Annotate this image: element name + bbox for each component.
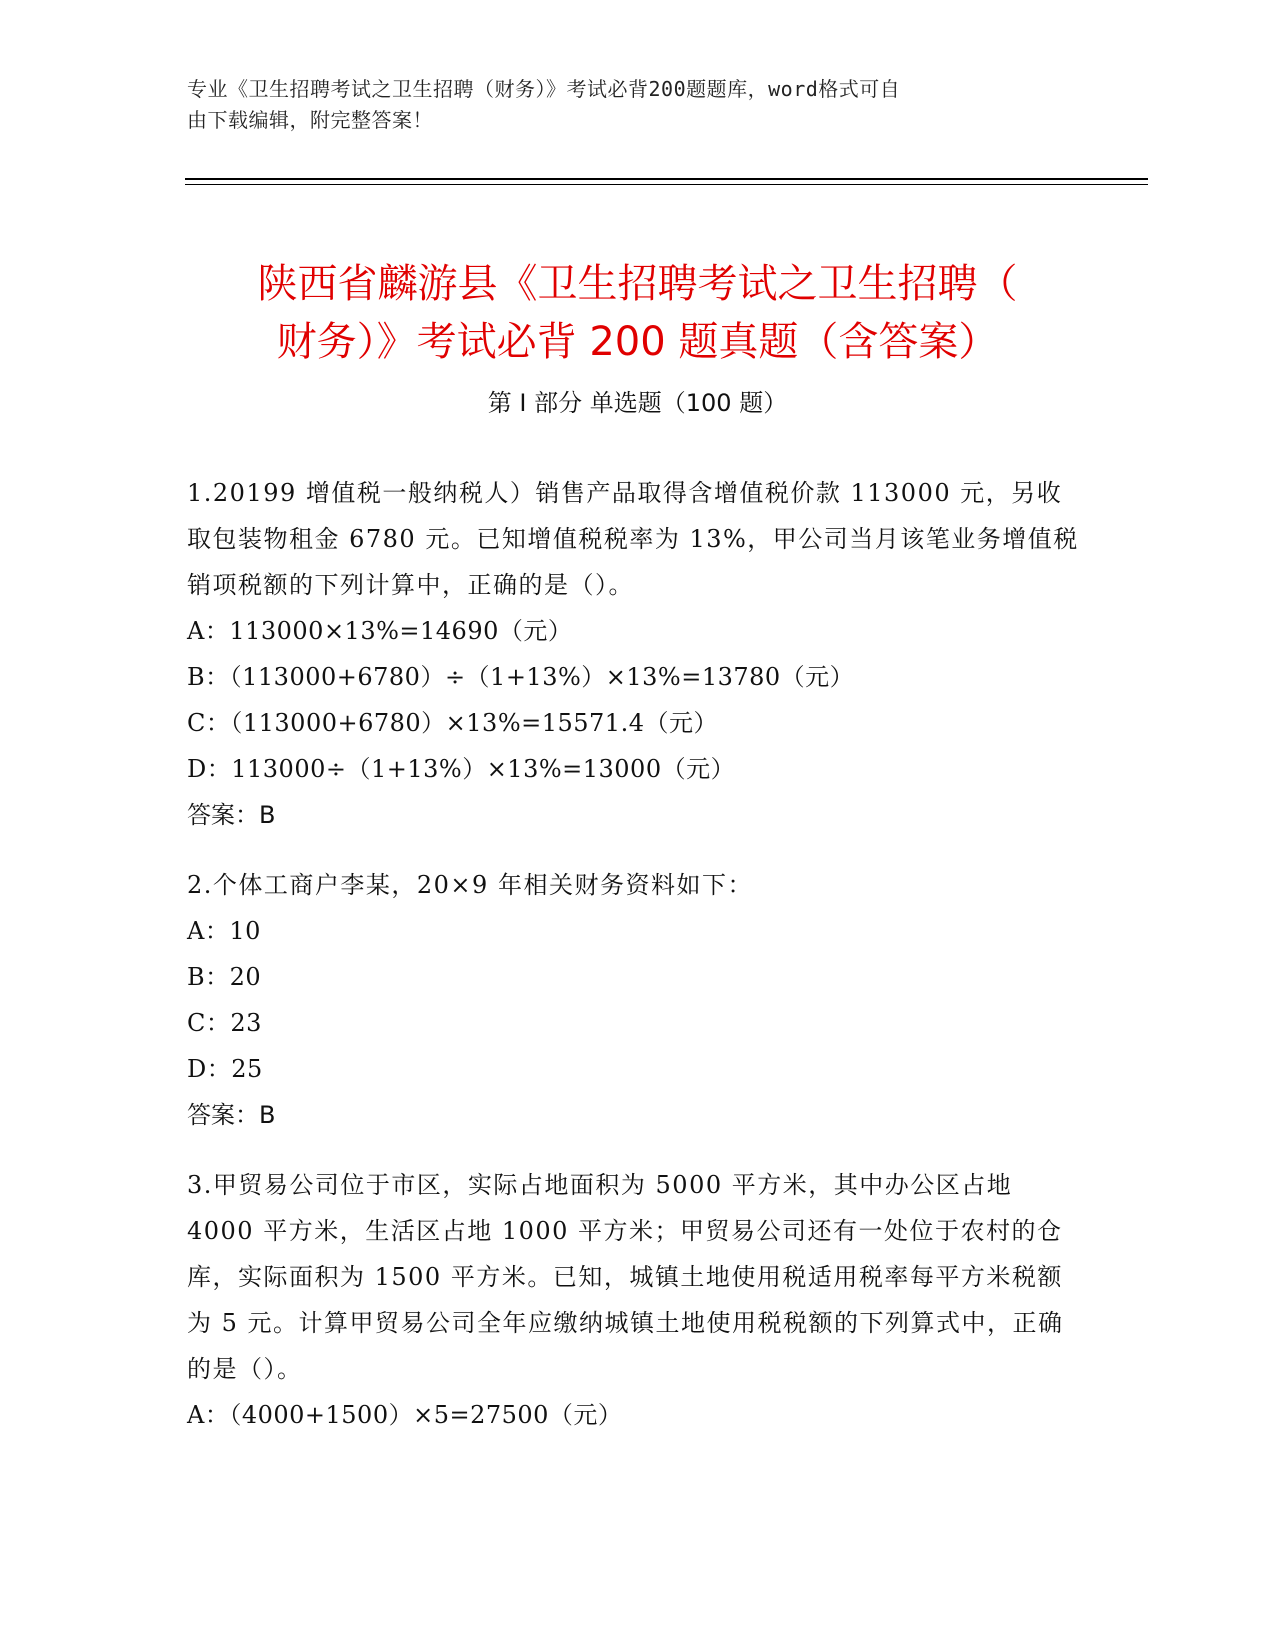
- question-2: [187, 862, 1087, 1138]
- option-c: C：23: [187, 1009, 262, 1037]
- option-d: D：25: [187, 1055, 263, 1083]
- question-stem: 2.个体工商户李某，20×9 年相关财务资料如下：: [187, 871, 753, 899]
- option-d: D：113000÷（1+13%）×13%=13000（元）: [187, 755, 736, 783]
- section-heading: 第 I 部分 单选题（100 题）: [487, 389, 788, 417]
- document-title: [170, 255, 1105, 371]
- answer: 答案：B: [187, 801, 276, 829]
- document-title-line-2: 财务）》考试必背 200 题真题（含答案）: [276, 318, 999, 365]
- option-b: B：20: [187, 963, 262, 991]
- question-stem: 1.20199 增值税一般纳税人）销售产品取得含增值税价款 113000 元，另收取包装物租金 6780 元。已知增值税税率为 13%，甲公司当月该笔业务增值税销项税额的下列计算中，正确的是（）。: [187, 479, 1079, 599]
- header-note-line-1: 专业《卫生招聘考试之卫生招聘（财务）》考试必背200题题库，word格式可自: [187, 77, 901, 101]
- header-divider-thick: [185, 178, 1148, 180]
- question-stem: 3.甲贸易公司位于市区，实际占地面积为 5000 平方米，其中办公区占地 4000 平方米，生活区占地 1000 平方米；甲贸易公司还有一处位于农村的仓库，实际面积为 1500 平方米。已知，城镇土地使用税适用税率每平方米税额为 5 元。计算甲贸易公司全年应缴纳城镇土地使用税税额的下列算式中，正确的是（）。: [187, 1171, 1064, 1383]
- question-1: [187, 470, 1087, 838]
- option-b: B：（113000+6780）÷（1+13%）×13%=13780（元）: [187, 663, 855, 691]
- document-title-line-1: 陕西省麟游县《卫生招聘考试之卫生招聘（: [257, 260, 1018, 307]
- option-c: C：（113000+6780）×13%=15571.4（元）: [187, 709, 718, 737]
- question-list: [187, 470, 1087, 1462]
- question-3: [187, 1162, 1087, 1438]
- option-a: A：（4000+1500）×5=27500（元）: [187, 1401, 623, 1429]
- option-a: A：113000×13%=14690（元）: [187, 617, 573, 645]
- option-a: A：10: [187, 917, 261, 945]
- header-note: [187, 74, 1087, 136]
- header-divider-thin: [185, 184, 1148, 185]
- header-note-line-2: 由下载编辑，附完整答案！: [187, 108, 433, 132]
- answer: 答案：B: [187, 1101, 276, 1129]
